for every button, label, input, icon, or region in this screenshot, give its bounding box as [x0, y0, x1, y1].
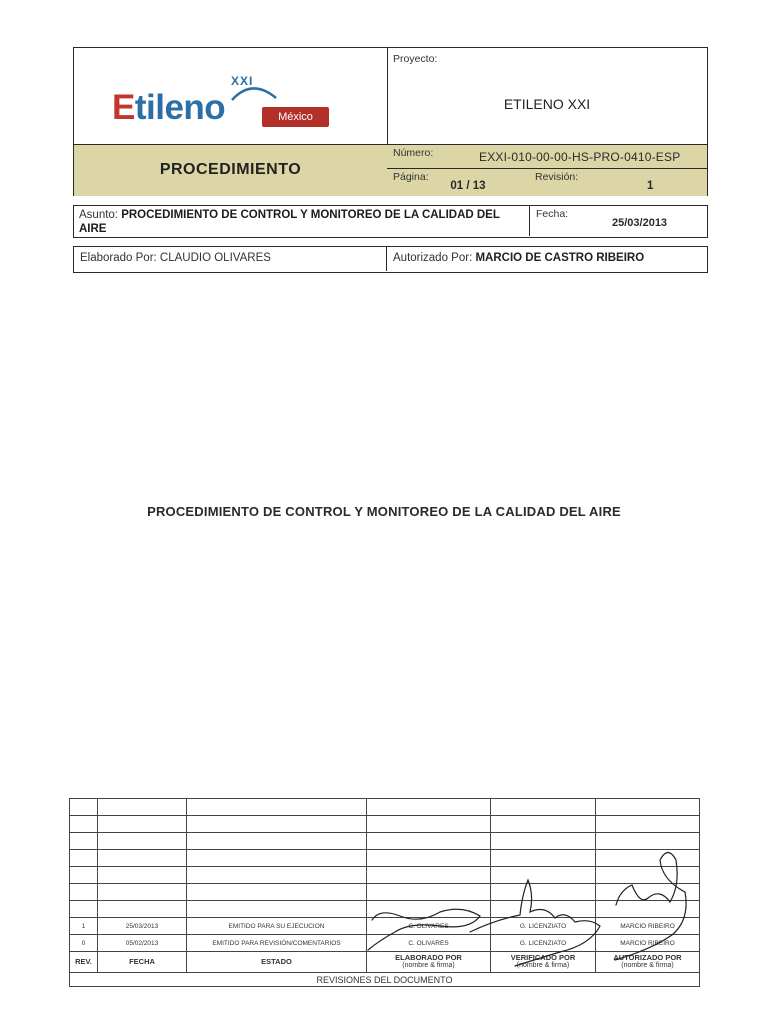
logo-tag: XXI	[231, 74, 254, 88]
logo-wordmark: Etileno	[112, 88, 226, 127]
rev-cell: 0	[70, 935, 98, 952]
date-cell: 25/03/2013	[98, 918, 187, 935]
table-row	[70, 850, 700, 867]
subject-value: PROCEDIMIENTO DE CONTROL Y MONITOREO DE LA CALIDAD DEL AIRE	[79, 209, 500, 235]
status-cell: EMITIDO PARA REVISIÓN/COMENTARIOS	[187, 935, 367, 952]
prepared-cell: C. OLIVARES	[367, 935, 491, 952]
number-label: Número:	[393, 147, 434, 159]
project-value: ETILENO XXI	[503, 96, 591, 112]
prepared-header-label: ELABORADO POR	[395, 953, 462, 962]
table-footer: REVISIONES DEL DOCUMENTO	[70, 973, 700, 987]
prepared-by-cell	[74, 247, 387, 271]
verified-cell: G. LICENZIATO	[491, 918, 596, 935]
date-cell: 05/02/2013	[98, 935, 187, 952]
authorized-header	[596, 952, 700, 973]
authorized-by-label: Autorizado Por:	[393, 252, 473, 264]
document-title: PROCEDIMIENTO DE CONTROL Y MONITOREO DE LA CALIDAD DEL AIRE	[147, 504, 621, 519]
date-label: Fecha:	[536, 208, 569, 220]
page-label: Página:	[393, 171, 429, 183]
verified-header-note: (nombre & firma)	[516, 962, 570, 969]
authorized-header-label: AUTORIZADO POR	[613, 953, 682, 962]
prepared-cell: C. OLIVARES	[367, 918, 491, 935]
authorized-cell: MARCIO RIBEIRO	[596, 935, 700, 952]
number-cell	[387, 144, 707, 169]
status-header: ESTADO	[187, 952, 367, 973]
subject-cell	[74, 206, 530, 236]
revision-label: Revisión:	[535, 171, 579, 183]
authorized-cell: MARCIO RIBEIRO	[596, 918, 700, 935]
logo-country-badge: México	[262, 107, 329, 127]
page-value: 01 / 13	[450, 180, 486, 192]
status-cell: EMITIDO PARA SU EJECUCION	[187, 918, 367, 935]
rev-cell: 1	[70, 918, 98, 935]
verified-header-label: VERIFICADO POR	[510, 953, 576, 962]
authorized-by-value: MARCIO DE CASTRO RIBEIRO	[475, 252, 645, 264]
table-footer-row	[70, 973, 700, 987]
date-value: 25/03/2013	[612, 217, 668, 229]
document-header	[73, 47, 708, 196]
subject-row	[73, 205, 708, 238]
logo-cell	[74, 48, 388, 144]
verified-cell: G. LICENZIATO	[491, 935, 596, 952]
table-row	[70, 816, 700, 833]
rev-header: REV.	[70, 952, 98, 973]
table-row	[70, 901, 700, 918]
table-header-row	[70, 952, 700, 973]
table-row	[70, 867, 700, 884]
authorized-by-cell	[387, 247, 707, 271]
revision-value: 1	[647, 180, 654, 192]
date-cell	[530, 206, 707, 236]
project-cell	[387, 48, 707, 144]
page-cell	[387, 168, 530, 196]
subject-label: Asunto:	[79, 209, 118, 221]
company-logo	[112, 76, 352, 136]
revision-row	[70, 935, 700, 952]
prepared-header-note: (nombre & firma)	[402, 962, 455, 969]
revisions-table	[69, 798, 699, 997]
project-label: Proyecto:	[393, 53, 438, 65]
doc-type-cell	[74, 144, 388, 196]
table-row	[70, 799, 700, 816]
prepared-header	[367, 952, 491, 973]
authorized-header-note: (nombre & firma)	[621, 962, 674, 969]
revision-row	[70, 918, 700, 935]
table-row	[70, 884, 700, 901]
number-value: EXXI-010-00-00-HS-PRO-0410-ESP	[479, 150, 681, 164]
prepared-by-value: CLAUDIO OLIVARES	[159, 252, 271, 264]
revision-cell	[529, 168, 707, 196]
date-header: FECHA	[98, 952, 187, 973]
prepared-by-label: Elaborado Por:	[80, 252, 157, 264]
verified-header	[491, 952, 596, 973]
authors-row	[73, 246, 708, 273]
doc-type: PROCEDIMIENTO	[159, 161, 302, 178]
table-row	[70, 833, 700, 850]
